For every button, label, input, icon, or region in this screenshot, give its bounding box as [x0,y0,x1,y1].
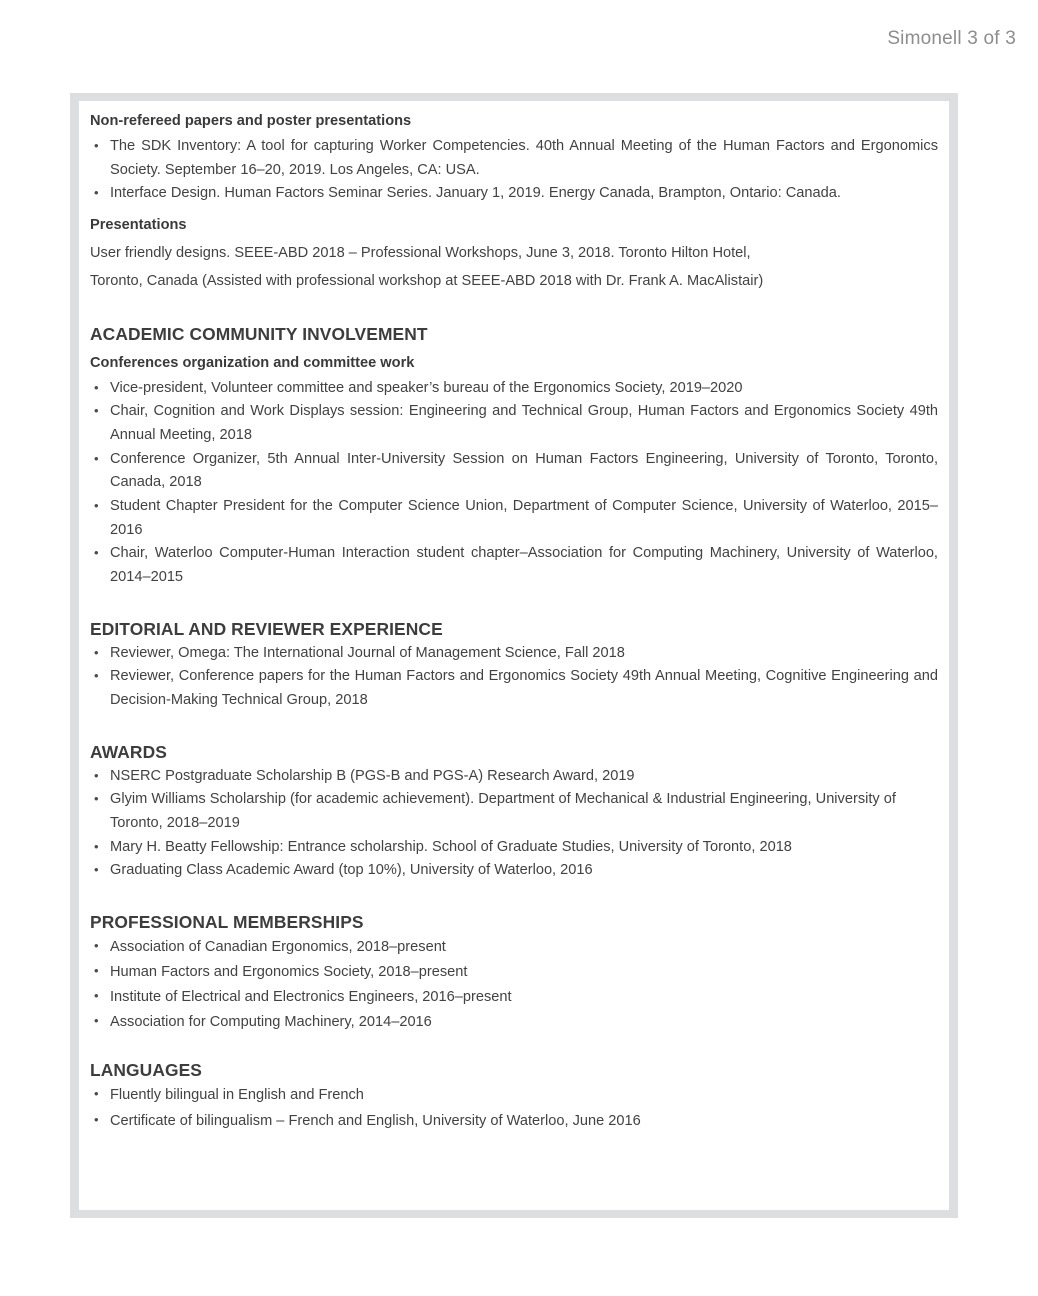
section-professional-memberships [90,909,938,1035]
bullet-list [90,377,938,590]
list-item: • Chair, Cognition and Work Displays session: Engineering and Technical Group, Human Factors and Ergonomics Society 49th Annual Meeting, 2018 [90,400,938,447]
bullet-list [90,135,938,206]
list-item: • Vice-president, Volunteer committee and speaker’s bureau of the Ergonomics Society, 2019–2020 [90,377,938,401]
list-item: • Glyim Williams Scholarship (for academic achievement). Department of Mechanical & Industrial Engineering, University of Toronto, 2018–2019 [90,788,938,835]
section-academic-community-involvement [90,321,938,590]
body-line: User friendly designs. SEEE-ABD 2018 – Professional Workshops, June 3, 2018. Toronto Hilton Hotel, [90,244,751,261]
section-heading: LANGUAGES [90,1060,203,1081]
list-item: • Fluently bilingual in English and French [90,1083,938,1108]
list-item: • NSERC Postgraduate Scholarship B (PGS-B and PGS-A) Research Award, 2019 [90,765,938,789]
list-item: • Certificate of bilingualism – French and English, University of Waterloo, June 2016 [90,1109,938,1134]
body-line: Toronto, Canada (Assisted with professional workshop at SEEE-ABD 2018 with Dr. Frank A. MacAlistair) [90,272,764,289]
bullet-list [90,935,938,1035]
document-page [79,101,949,1210]
list-item: • Institute of Electrical and Electronics Engineers, 2016–present [90,985,938,1010]
list-item: • Chair, Waterloo Computer-Human Interaction student chapter–Association for Computing Machinery, University of Waterloo, 2014–2015 [90,542,938,589]
bullet-list [90,765,938,883]
list-item: • Association for Computing Machinery, 2014–2016 [90,1010,938,1035]
running-header: Simonell 3 of 3 [887,28,1016,49]
subsection-heading: Presentations [90,216,187,233]
list-item: • Association of Canadian Ergonomics, 2018–present [90,935,938,960]
list-item: • Human Factors and Ergonomics Society, 2018–present [90,960,938,985]
list-item: • Mary H. Beatty Fellowship: Entrance scholarship. School of Graduate Studies, University of Toronto, 2018 [90,836,938,860]
section-heading: EDITORIAL AND REVIEWER EXPERIENCE [90,618,443,639]
section-editorial-and-reviewer-experience [90,616,938,713]
bullet-list [90,642,938,713]
section-heading: ACADEMIC COMMUNITY INVOLVEMENT [90,323,428,344]
list-item: • Reviewer, Omega: The International Journal of Management Science, Fall 2018 [90,642,938,666]
section-awards [90,739,938,883]
subsection-heading: Conferences organization and committee work [90,354,415,371]
section-heading: PROFESSIONAL MEMBERSHIPS [90,911,364,932]
list-item: • Conference Organizer, 5th Annual Inter-University Session on Human Factors Engineering, University of Toronto, Toronto, Canada, 2018 [90,448,938,495]
section-presentations [90,215,938,295]
list-item: • Reviewer, Conference papers for the Human Factors and Ergonomics Society 49th Annual Meeting, Cognitive Engineering and Decision-Making Technical Group, 2018 [90,665,938,712]
section-non-refereed [90,111,938,206]
list-item: • The SDK Inventory: A tool for capturing Worker Competencies. 40th Annual Meeting of the Human Factors and Ergonomics Society. September 16–20, 2019. Los Angeles, CA: USA. [90,135,938,182]
list-item: • Interface Design. Human Factors Seminar Series. January 1, 2019. Energy Canada, Brampton, Ontario: Canada. [90,182,938,206]
section-heading: AWARDS [90,741,167,762]
document-frame [70,93,958,1218]
section-languages [90,1057,938,1133]
list-item: • Student Chapter President for the Computer Science Union, Department of Computer Science, University of Waterloo, 2015–2016 [90,495,938,542]
subsection-heading: Non-refereed papers and poster presentations [90,113,412,129]
bullet-list [90,1083,938,1133]
list-item: • Graduating Class Academic Award (top 10%), University of Waterloo, 2016 [90,859,938,883]
